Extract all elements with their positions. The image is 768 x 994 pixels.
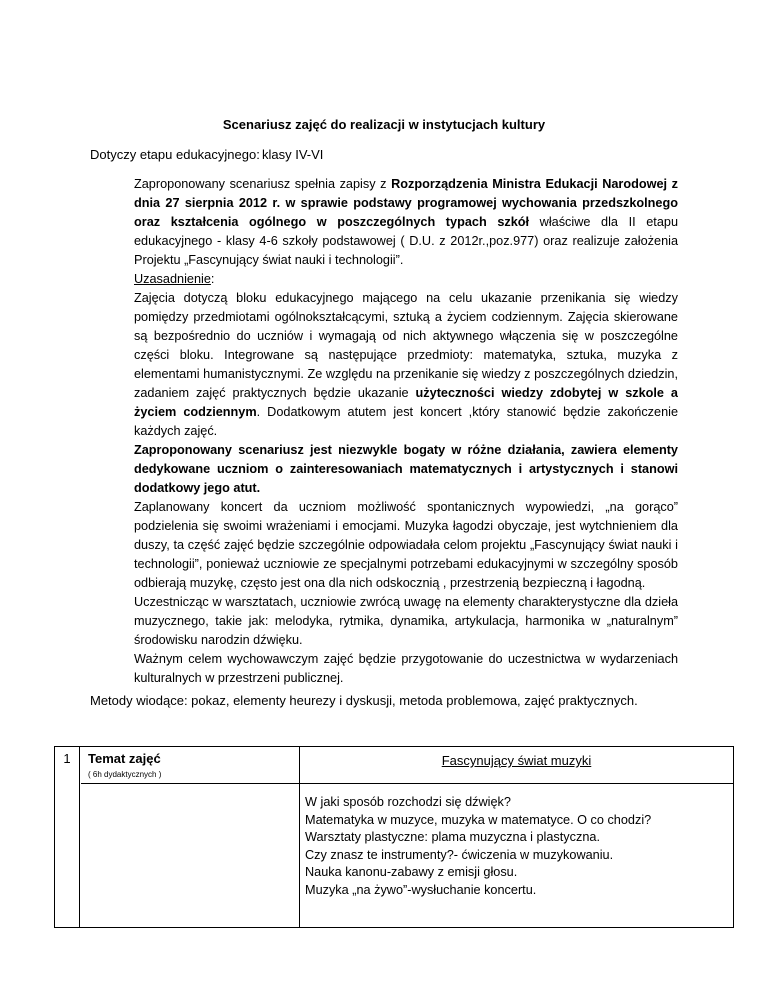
concert-paragraph: Zaplanowany koncert da uczniom możliwość spontanicznych wypowiedzi, „na gorąco” podzielenia się swoimi wrażeniami i emocjami. Muzyka łagodzi obyczaje, jest wytchnieniem dla duszy, ta część zajęć będzie szczególnie odpowiadała celom projektu „Fascynujący świat nauki i technologii”, ponieważ uczniowie ze specjalnymi potrzebami edukacyjnymi w szczególny sposób odbierają muzykę, często jest ona dla nich odskocznią , przestrzenią bezpieczną i łagodną. <box>134 500 678 590</box>
justification-paragraph <box>134 289 678 441</box>
methods-line: Metody wiodące: pokaz, elementy heurezy i dyskusji, metoda problemowa, zajęć praktycznych. <box>90 693 638 708</box>
justification-text-start: Zajęcia dotyczą bloku edukacyjnego mającego na celu ukazanie przenikania się wiedzy pomiędzy przedmiotami ogólnokształcącymi, sztuką a życiem codziennym. Zajęcia skierowane są bezpośrednio do uczniów i wymagają od nich aktywnego włączenia się w poszczególne części bloku. Integrowane są następujące przedmioty: matematyka, sztuka, muzyka z elementami humanistycznymi. Ze względu na przenikanie się wiedzy z poszczególnych dziedzin, zadaniem zajęć praktycznych będzie ukazanie <box>134 291 678 400</box>
scenario-description <box>134 175 678 688</box>
justification-emphasis: użyteczności wiedzy zdobytej w szkole a życiem codziennym <box>134 386 678 419</box>
highlight-text: Zaproponowany scenariusz jest niezwykle bogaty w różne działania, zawiera elementy dedykowane uczniom o zainteresowaniach matematycznych i artystycznych i stanowi dodatkowy jego atut. <box>134 443 678 495</box>
lesson-table <box>54 746 734 928</box>
education-stage <box>90 146 323 164</box>
list-item: Matematyka w muzyce, muzyka w matematyce. O co chodzi? <box>305 812 652 827</box>
justification-text-end: . Dodatkowym atutem jest koncert ,który stanowić będzie zakończenie każdych zajęć. <box>134 405 678 438</box>
list-item: Warsztaty plastyczne: plama muzyczna i plastyczna. <box>305 830 600 845</box>
regulation-text-start: Zaproponowany scenariusz spełnia zapisy z <box>134 177 392 191</box>
theme-label-cell <box>81 747 300 927</box>
educational-goal-paragraph: Ważnym celem wychowawczym zajęć będzie przygotowanie do uczestnictwa w wydarzeniach kulturalnych w przestrzeni publicznej. <box>134 652 678 685</box>
theme-content-cell <box>300 747 733 927</box>
lesson-number: 1 <box>55 747 80 927</box>
highlight-paragraph <box>134 441 678 498</box>
regulation-paragraph <box>134 175 678 270</box>
list-item: W jaki sposób rozchodzi się dźwięk? <box>305 795 511 809</box>
workshop-paragraph: Uczestnicząc w warsztatach, uczniowie zwrócą uwagę na elementy charakterystyczne dla dzieła muzycznego, takie jak: melodyka, rytmika, dynamika, artykulacja, harmonika w „naturalnym” środowisku narodzin dźwięku. <box>134 595 678 647</box>
list-item: Nauka kanonu-zabawy z emisji głosu. <box>305 865 518 880</box>
list-item: Czy znasz te instrumenty?- ćwiczenia w muzykowaniu. <box>305 847 614 862</box>
regulation-text-end: właściwe dla II etapu edukacyjnego - klasy 4-6 szkoły podstawowej ( D.U. z 2012r.,poz.977) oraz realizuje założenia Projektu „Fascynujący świat nauki i technologii”. <box>134 215 678 267</box>
education-stage-label: Dotyczy etapu edukacyjnego: <box>90 147 260 162</box>
regulation-title: Rozporządzenia Ministra Edukacji Narodowej z dnia 27 sierpnia 2012 r. w sprawie podstawy programowej wychowania przedszkolnego oraz kształcenia ogólnego w poszczególnych typach szkół <box>134 177 678 229</box>
theme-value: Fascynujący świat muzyki <box>441 753 592 768</box>
education-stage-value: klasy IV-VI <box>262 147 324 162</box>
theme-label: Temat zajęć <box>88 751 161 766</box>
justification-heading: Uzasadnienie: <box>134 272 215 286</box>
activity-list <box>305 794 651 900</box>
table-divider <box>81 783 733 784</box>
list-item: Muzyka „na żywo”-wysłuchanie koncertu. <box>305 882 537 897</box>
hours-label: ( 6h dydaktycznych ) <box>88 770 162 779</box>
document-title: Scenariusz zajęć do realizacji w instytucjach kultury <box>222 117 546 132</box>
justification-label: Uzasadnienie <box>134 272 211 286</box>
